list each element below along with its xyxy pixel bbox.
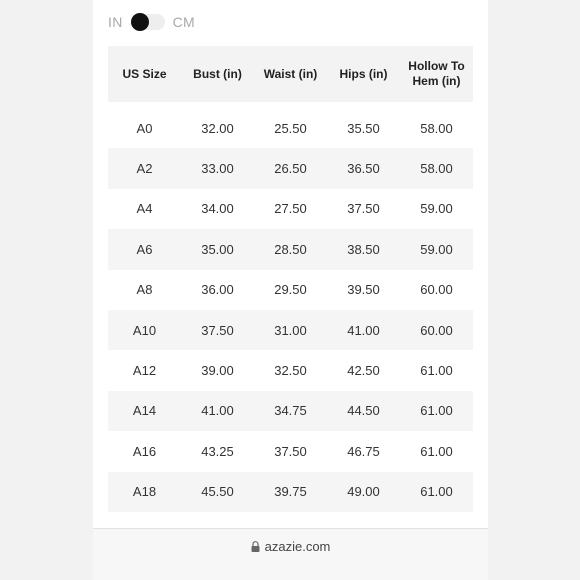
table-cell: 46.75 bbox=[347, 443, 380, 459]
table-header bbox=[108, 46, 473, 102]
table-row bbox=[108, 148, 473, 188]
unit-in-label[interactable]: IN bbox=[108, 14, 123, 30]
table-cell: 32.50 bbox=[274, 363, 307, 379]
table-cell: 28.50 bbox=[274, 241, 307, 257]
table-row bbox=[108, 189, 473, 229]
table-cell: 61.00 bbox=[420, 363, 453, 379]
table-cell: A12 bbox=[132, 363, 157, 379]
unit-switch[interactable] bbox=[131, 14, 165, 30]
table-cell: A6 bbox=[136, 241, 153, 257]
table-cell: 61.00 bbox=[420, 443, 453, 459]
table-row bbox=[108, 391, 473, 431]
unit-switch-knob[interactable] bbox=[131, 13, 149, 31]
table-cell: A0 bbox=[136, 120, 153, 136]
header-bust: Bust (in) bbox=[193, 66, 242, 81]
table-row bbox=[108, 310, 473, 350]
table-cell: 37.50 bbox=[274, 443, 307, 459]
table-cell: 39.75 bbox=[274, 484, 307, 500]
table-cell: A14 bbox=[132, 403, 157, 419]
table-cell: 37.50 bbox=[347, 201, 380, 217]
table-cell: 43.25 bbox=[201, 443, 234, 459]
table-cell: A8 bbox=[136, 282, 153, 298]
table-cell: 26.50 bbox=[274, 161, 307, 177]
table-cell: 27.50 bbox=[274, 201, 307, 217]
table-row bbox=[108, 350, 473, 390]
table-cell: 32.00 bbox=[201, 120, 234, 136]
table-cell: 37.50 bbox=[201, 322, 234, 338]
table-cell: 41.00 bbox=[201, 403, 234, 419]
table-cell: 42.50 bbox=[347, 363, 380, 379]
address-display[interactable] bbox=[93, 539, 488, 554]
lock-icon bbox=[251, 541, 260, 552]
table-cell: A16 bbox=[132, 443, 157, 459]
table-cell: 61.00 bbox=[420, 484, 453, 500]
table-cell: 25.50 bbox=[274, 120, 307, 136]
table-cell: 35.50 bbox=[347, 120, 380, 136]
table-cell: 35.00 bbox=[201, 241, 234, 257]
table-body bbox=[108, 108, 473, 512]
table-cell: 44.50 bbox=[347, 403, 380, 419]
table-cell: 60.00 bbox=[420, 322, 453, 338]
table-cell: A2 bbox=[136, 161, 153, 177]
table-cell: A10 bbox=[132, 322, 157, 338]
browser-address-bar[interactable] bbox=[93, 528, 488, 580]
table-cell: 38.50 bbox=[347, 241, 380, 257]
size-chart-page bbox=[93, 0, 488, 580]
table-cell: 58.00 bbox=[420, 161, 453, 177]
header-hips: Hips (in) bbox=[339, 66, 388, 81]
table-cell: 60.00 bbox=[420, 282, 453, 298]
header-us-size: US Size bbox=[122, 66, 167, 81]
unit-toggle[interactable] bbox=[108, 11, 195, 33]
table-cell: 36.00 bbox=[201, 282, 234, 298]
header-waist: Waist (in) bbox=[263, 66, 318, 81]
table-cell: 59.00 bbox=[420, 241, 453, 257]
size-table bbox=[108, 46, 473, 512]
table-row bbox=[108, 229, 473, 269]
table-cell: 61.00 bbox=[420, 403, 453, 419]
table-cell: 39.00 bbox=[201, 363, 234, 379]
table-row bbox=[108, 431, 473, 471]
table-cell: 59.00 bbox=[420, 201, 453, 217]
table-cell: 29.50 bbox=[274, 282, 307, 298]
table-row bbox=[108, 472, 473, 512]
table-cell: 58.00 bbox=[420, 120, 453, 136]
header-hollow-to-hem: Hollow To Hem (in) bbox=[408, 59, 465, 88]
table-cell: 34.00 bbox=[201, 201, 234, 217]
table-cell: 34.75 bbox=[274, 403, 307, 419]
table-cell: A18 bbox=[132, 484, 157, 500]
table-row bbox=[108, 108, 473, 148]
table-cell: 49.00 bbox=[347, 484, 380, 500]
unit-cm-label[interactable]: CM bbox=[172, 14, 195, 30]
table-cell: 45.50 bbox=[201, 484, 234, 500]
table-cell: 33.00 bbox=[201, 161, 234, 177]
table-cell: 36.50 bbox=[347, 161, 380, 177]
table-row bbox=[108, 270, 473, 310]
table-cell: 39.50 bbox=[347, 282, 380, 298]
table-cell: A4 bbox=[136, 201, 153, 217]
table-cell: 41.00 bbox=[347, 322, 380, 338]
url-text: azazie.com bbox=[264, 539, 331, 554]
table-cell: 31.00 bbox=[274, 322, 307, 338]
